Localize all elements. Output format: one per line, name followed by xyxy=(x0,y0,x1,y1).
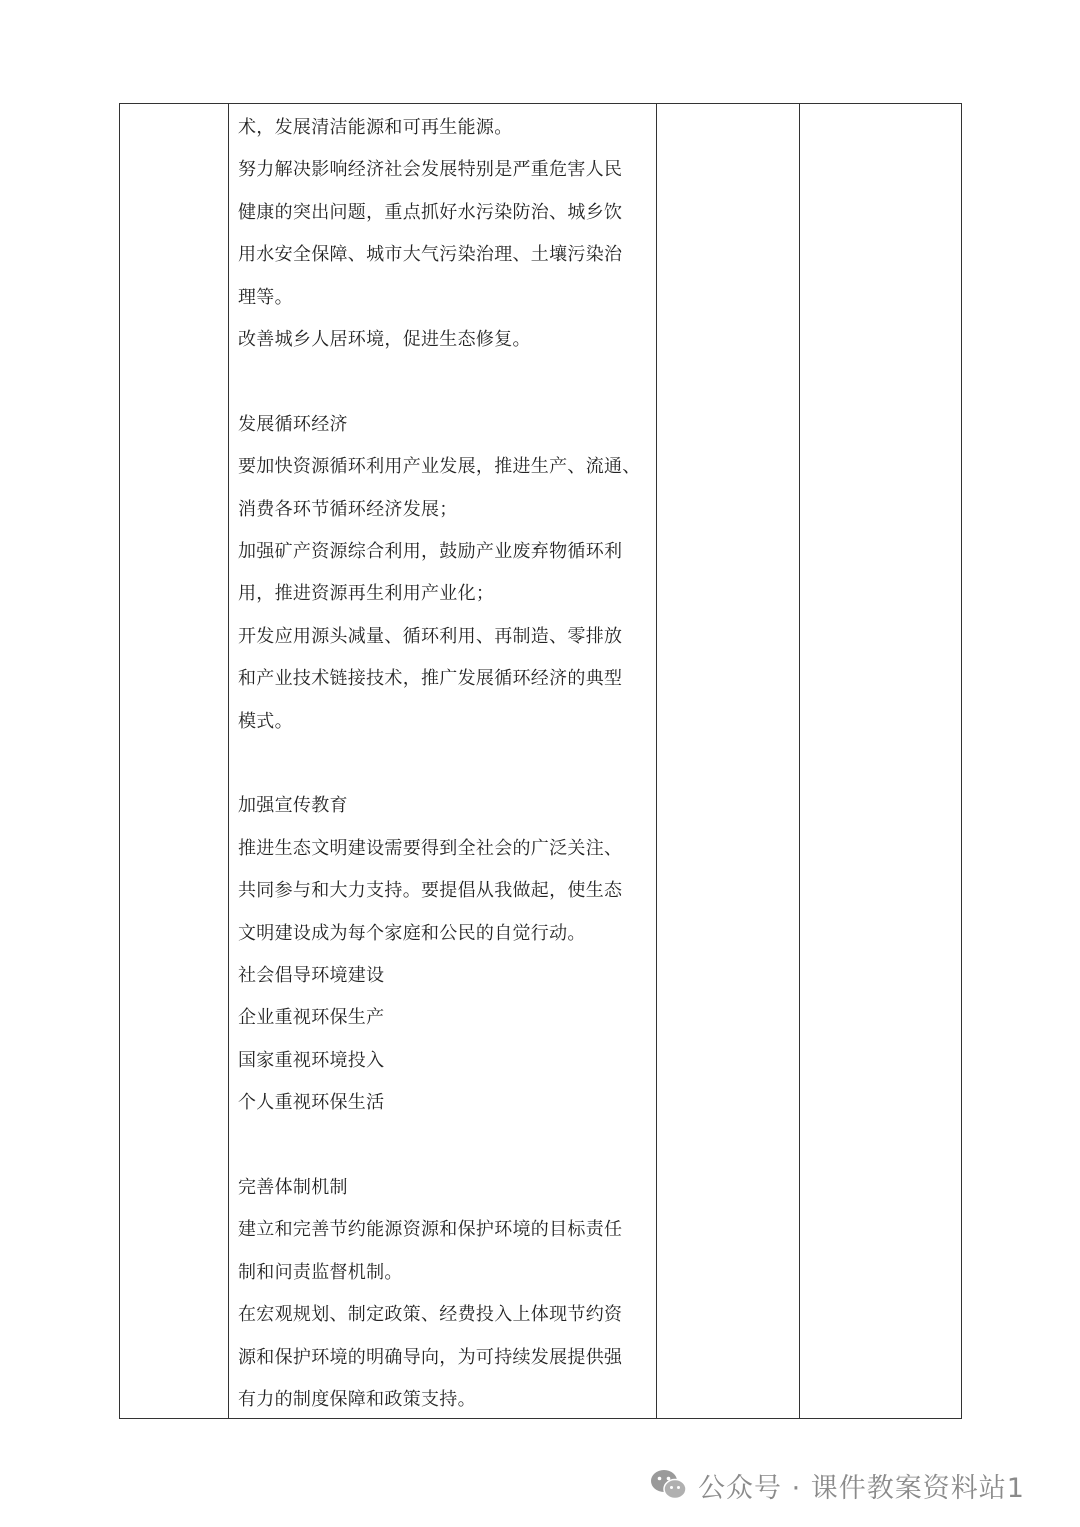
text-line: 开发应用源头减量、循环利用、再制造、零排放 xyxy=(238,625,623,647)
text-line: 完善体制机制 xyxy=(238,1177,348,1198)
text-line: 源和保护环境的明确导向，为可持续发展提供强 xyxy=(238,1346,623,1368)
text-line: 努力解决影响经济社会发展特别是严重危害人民 xyxy=(238,159,623,181)
text-line: 加强矿产资源综合利用，鼓励产业废弃物循环利 xyxy=(238,541,623,562)
column-divider xyxy=(799,104,800,1418)
text-line: 文明建设成为每个家庭和公民的自觉行动。 xyxy=(238,922,586,944)
text-line: 加强宣传教育 xyxy=(238,795,348,817)
text-line: 用，推进资源再生利用产业化； xyxy=(238,583,495,605)
text-line: 社会倡导环境建设 xyxy=(238,965,385,986)
text-line: 共同参与和大力支持。要提倡从我做起，使生态 xyxy=(238,880,623,902)
text-line: 推进生态文明建设需要得到全社会的广泛关注、 xyxy=(238,837,623,859)
text-line: 建立和完善节约能源资源和保护环境的目标责任 xyxy=(238,1219,623,1241)
document-table xyxy=(119,103,962,1419)
text-line: 模式。 xyxy=(238,710,293,732)
text-line: 消费各环节循环经济发展； xyxy=(238,498,458,520)
watermark-text: 公众号 · 课件教案资料站1 xyxy=(698,1472,1025,1504)
text-line: 术，发展清洁能源和可再生能源。 xyxy=(238,117,513,138)
text-line: 理等。 xyxy=(238,286,293,308)
text-line: 发展循环经济 xyxy=(238,413,348,435)
wechat-icon xyxy=(650,1468,688,1502)
text-line: 改善城乡人居环境，促进生态修复。 xyxy=(238,329,531,350)
text-line: 用水安全保障、城市大气污染治理、土壤污染治 xyxy=(238,244,623,266)
text-line: 在宏观规划、制定政策、经费投入上体现节约资 xyxy=(238,1304,623,1326)
column-divider xyxy=(656,104,657,1418)
watermark xyxy=(650,1465,1025,1505)
column-divider xyxy=(228,104,229,1418)
text-line: 个人重视环保生活 xyxy=(238,1092,385,1114)
text-line: 国家重视环境投入 xyxy=(238,1049,385,1071)
text-line: 要加快资源循环利用产业发展，推进生产、流通、 xyxy=(238,456,641,478)
text-line: 制和问责监督机制。 xyxy=(238,1261,403,1283)
text-line: 健康的突出问题，重点抓好水污染防治、城乡饮 xyxy=(238,201,623,223)
text-line: 企业重视环保生产 xyxy=(238,1007,385,1029)
text-line: 和产业技术链接技术，推广发展循环经济的典型 xyxy=(238,668,623,690)
text-line: 有力的制度保障和政策支持。 xyxy=(238,1389,476,1410)
